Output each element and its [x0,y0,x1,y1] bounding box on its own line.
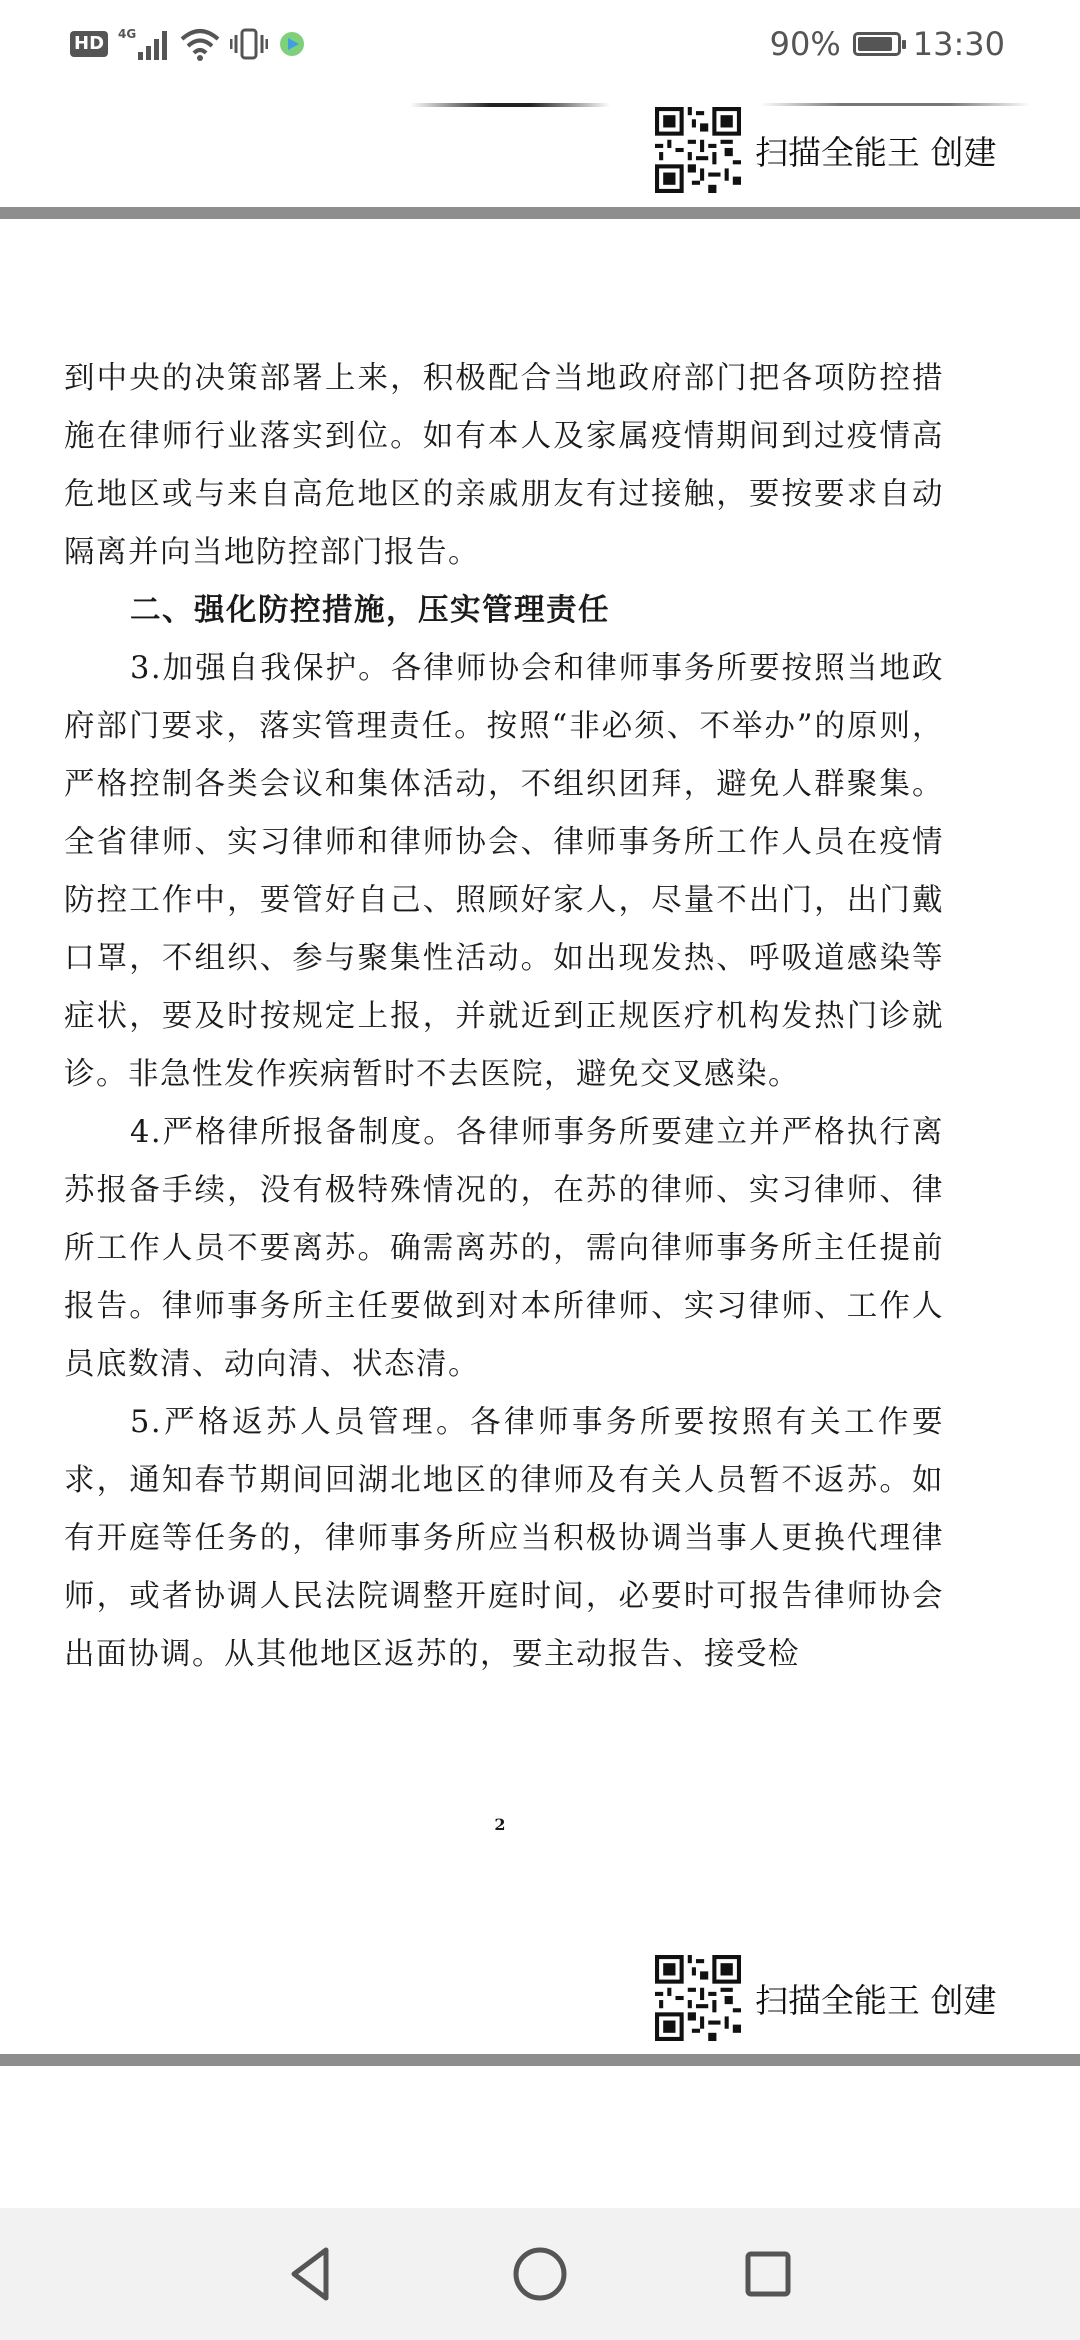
status-icons-right [770,22,1005,66]
qr-code-icon [655,1955,741,2041]
scan-edge-line-right [760,103,1030,106]
paragraph-self-protection: 3.加强自我保护。各律师协会和律师事务所要按照当地政府部门要求，落实管理责任。按照“非必须、不举办”的原则，严格控制各类会议和集体活动，不组织团拜，避免人群聚集。全省律师、实习律师和律师协会、律师事务所工作人员在疫情防控工作中，要管好自己、照顾好家人，尽量不出门，出门戴口罩，不组织、参与聚集性活动。如出现发热、呼吸道感染等症状，要及时按规定上报，并就近到正规医疗机构发热门诊就诊。非急性发作疾病暂时不去医院，避免交叉感染。 [64,651,944,1092]
battery-fill [858,37,892,51]
paragraph-reporting-system: 4.严格律所报备制度。各律师事务所要建立并严格执行离苏报备手续，没有极特殊情况的，在苏的律师、实习律师、律所工作人员不要离苏。确需离苏的，需向律师事务所主任提前报告。律师事务所主任要做到对本所律师、实习律师、工作人员底数清、动向清、状态清。 [64,1115,944,1382]
hd-badge: HD [70,31,108,57]
battery-percent: 90% [769,25,841,63]
scanner-watermark-label: 扫描全能王 创建 [755,132,997,172]
navigation-bar [0,2208,1080,2340]
wifi-icon [180,27,220,61]
paragraph-returnee-management: 5.严格返苏人员管理。各律师事务所要按照有关工作要求，通知春节期间回湖北地区的律师及有关人员暂不返苏。如有开庭等任务的，律师事务所应当积极协调当事人更换代理律师，或者协调人民法院调整开庭时间，必要时可报告律师协会出面协调。从其他地区返苏的，要主动报告、接受检 [64,1405,944,1672]
video-app-icon [278,30,306,58]
document-page [64,350,944,1684]
page-divider-top [0,207,1080,219]
battery-icon [853,32,901,56]
home-circle-icon[interactable] [508,2242,572,2306]
paragraph-continued: 到中央的决策部署上来，积极配合当地政府部门把各项防控措施在律师行业落实到位。如有本人及家属疫情期间到过疫情高危地区或与来自高危地区的亲戚朋友有过接触，要按要求自动隔离并向当地防控部门报告。 [64,361,944,570]
back-triangle-icon[interactable] [280,2242,344,2306]
qr-code-icon [655,107,741,193]
page-divider-bottom [0,2054,1080,2066]
signal-icon [118,26,170,62]
page-number: 2 [494,1815,506,1834]
network-type-label: 4G [118,27,137,41]
scanner-watermark-label: 扫描全能王 创建 [755,1980,997,2020]
scanner-watermark-top [655,107,997,193]
scan-edge-line [410,103,610,107]
recents-square-icon[interactable] [736,2242,800,2306]
clock: 13:30 [912,25,1005,63]
vibrate-icon [230,27,268,61]
scanner-watermark-bottom [655,1955,997,2041]
section-heading: 二、强化防控措施，压实管理责任 [130,593,610,628]
status-icons-left [70,24,306,64]
status-bar [0,0,1080,90]
